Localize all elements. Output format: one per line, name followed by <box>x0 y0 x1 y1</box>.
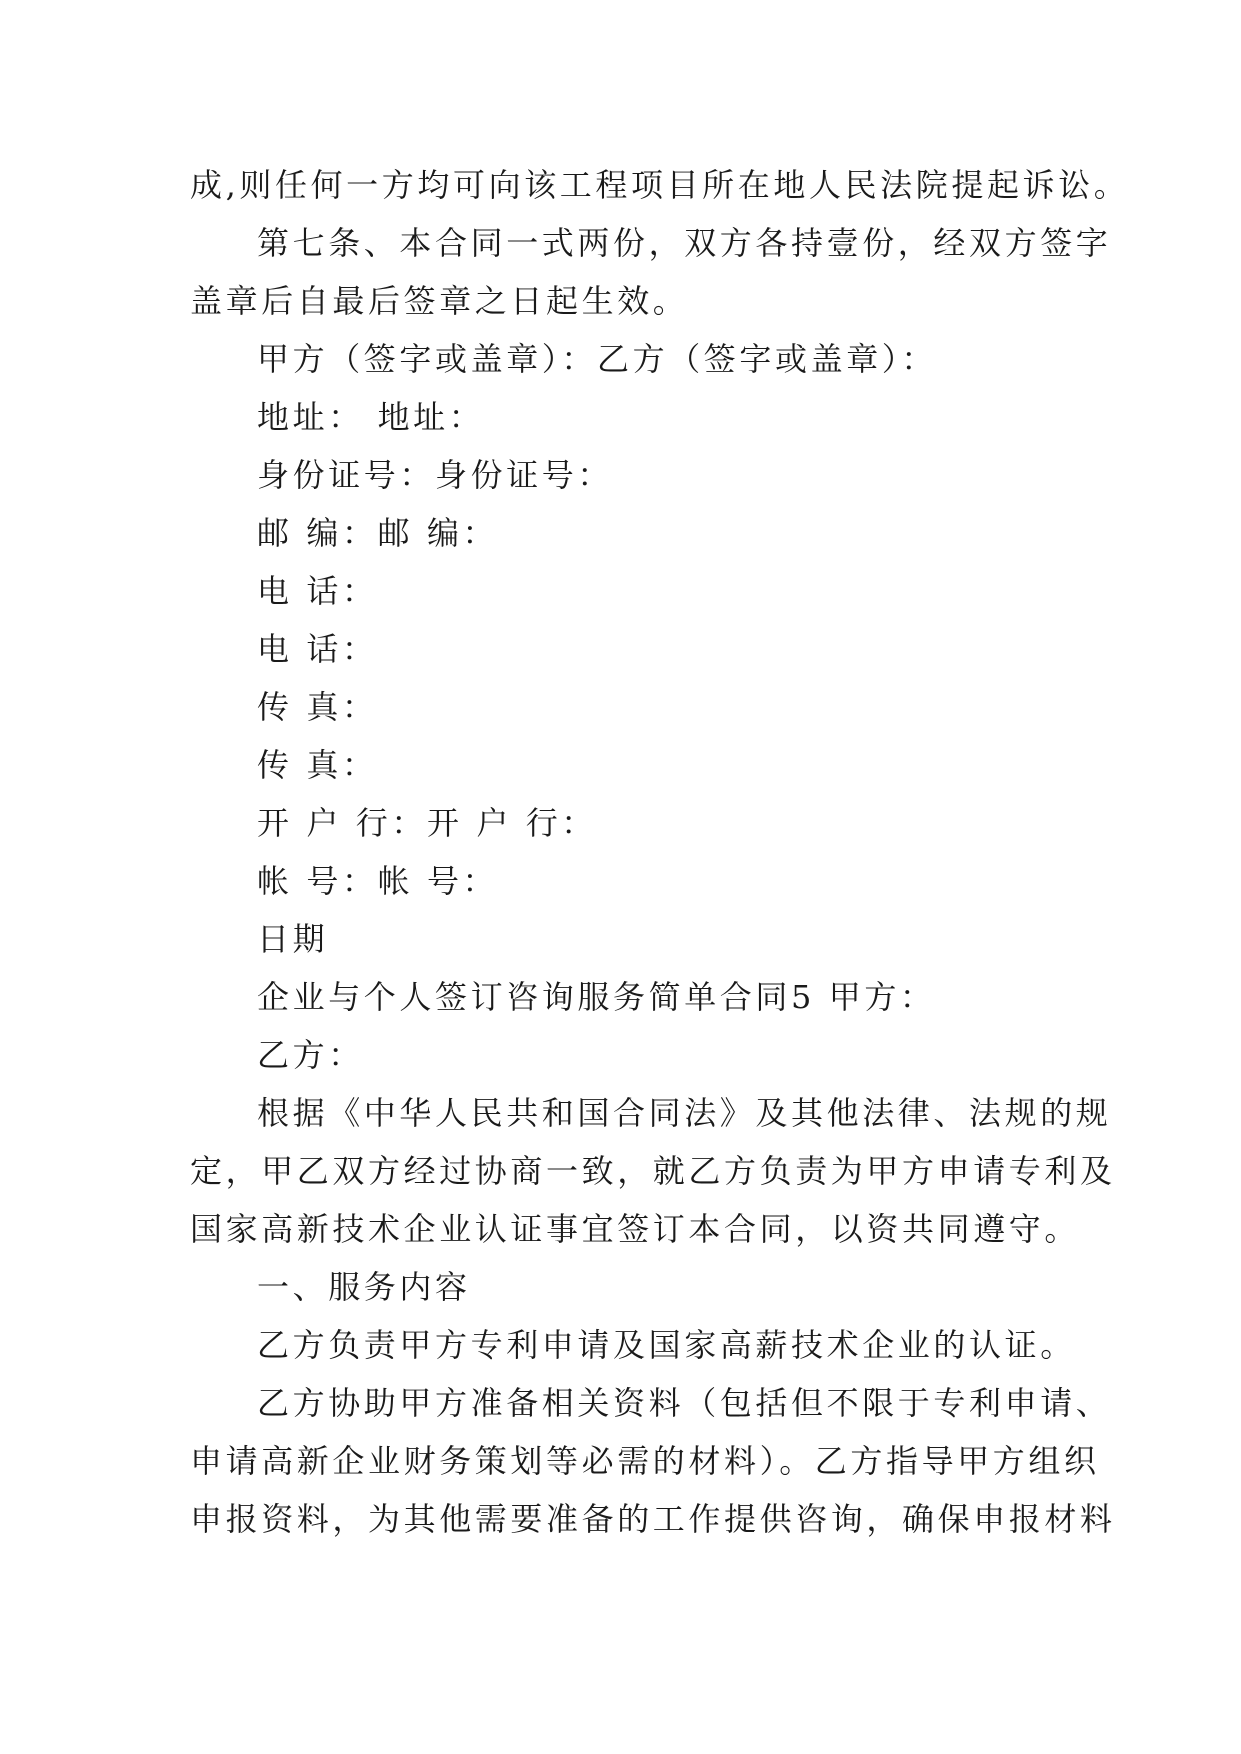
section-heading: 一、服务内容 <box>257 1268 471 1306</box>
paragraph-line: 盖章后自最后签章之日起生效。 <box>190 282 689 320</box>
paragraph-line: 申报资料，为其他需要准备的工作提供咨询，确保申报材料 <box>190 1500 1116 1538</box>
paragraph-line: 成,则任何一方均可向该工程项目所在地人民法院提起诉讼。 <box>190 166 1130 204</box>
phone-field-line: 电 话： <box>257 630 378 668</box>
id-number-field-line: 身份证号：身份证号： <box>257 456 614 494</box>
address-field-line: 地址： 地址： <box>257 398 485 436</box>
bank-field-line: 开 户 行：开 户 行： <box>257 804 597 842</box>
paragraph-line: 国家高新技术企业认证事宜签订本合同，以资共同遵守。 <box>190 1210 1081 1248</box>
fax-field-line: 传 真： <box>257 688 378 726</box>
paragraph-line: 乙方协助甲方准备相关资料（包括但不限于专利申请、 <box>257 1384 1112 1422</box>
paragraph-line: 乙方负责甲方专利申请及国家高薪技术企业的认证。 <box>257 1326 1076 1364</box>
fax-field-line: 传 真： <box>257 746 378 784</box>
party-b-line: 乙方： <box>257 1036 364 1074</box>
date-field-line: 日期 <box>257 920 329 958</box>
signature-party-line: 甲方（签字或盖章）：乙方（签字或盖章）： <box>257 340 938 378</box>
paragraph-line: 定，甲乙双方经过协商一致，就乙方负责为甲方申请专利及 <box>190 1152 1116 1190</box>
contract-title-line: 企业与个人签订咨询服务简单合同5 甲方： <box>257 978 936 1016</box>
paragraph-line: 根据《中华人民共和国合同法》及其他法律、法规的规 <box>257 1094 1112 1132</box>
postcode-field-line: 邮 编：邮 编： <box>257 514 499 552</box>
account-field-line: 帐 号：帐 号： <box>257 862 499 900</box>
paragraph-line: 第七条、本合同一式两份，双方各持壹份，经双方签字 <box>257 224 1112 262</box>
phone-field-line: 电 话： <box>257 572 378 610</box>
paragraph-line: 申请高新企业财务策划等必需的材料）。乙方指导甲方组织 <box>190 1442 1100 1480</box>
